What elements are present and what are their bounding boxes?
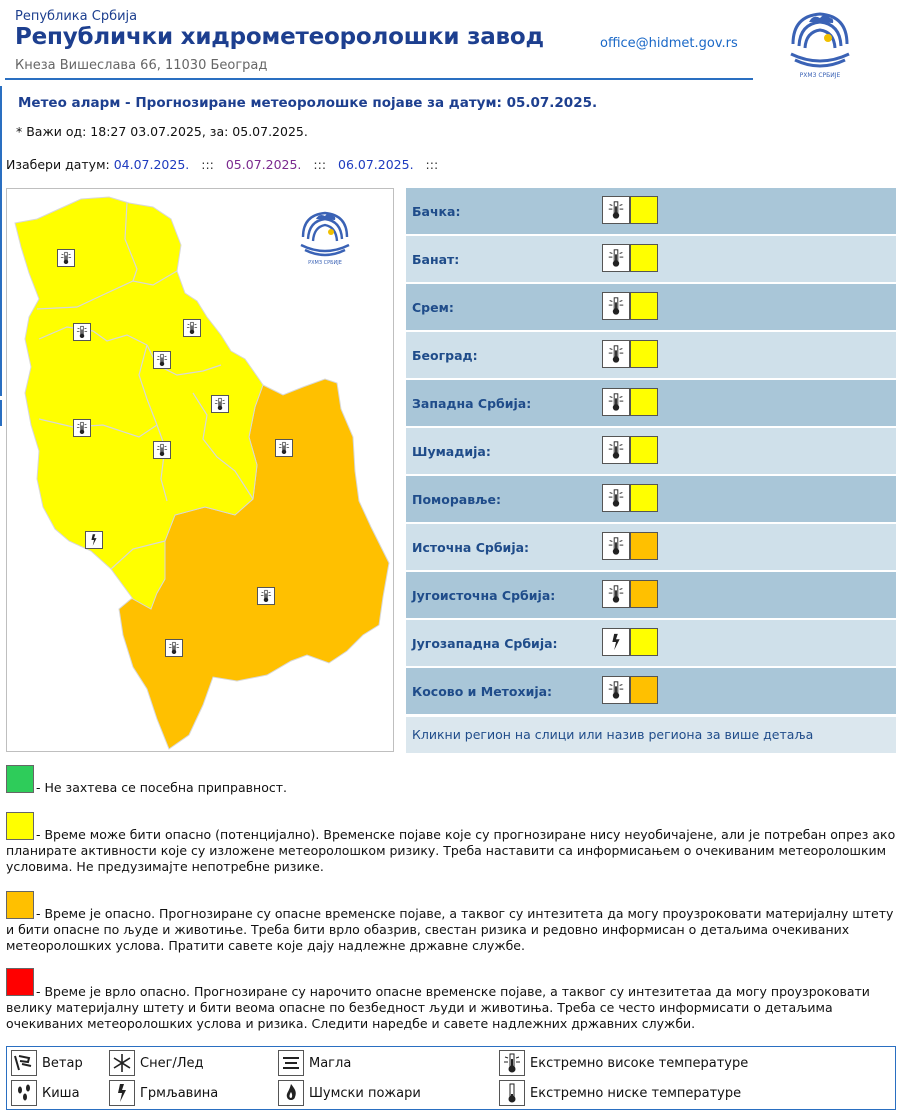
rhmz-logo: [783, 2, 858, 80]
region-row[interactable]: [406, 188, 896, 234]
level-green-text: - Не захтева се посебна приправност.: [36, 780, 287, 795]
region-row[interactable]: [406, 668, 896, 714]
region-row[interactable]: [406, 428, 896, 474]
map-marker-thermometer-icon[interactable]: [211, 395, 229, 413]
map-marker-thermometer-icon[interactable]: [153, 351, 171, 369]
warning-level-swatch: [630, 292, 658, 320]
warning-level-swatch: [630, 484, 658, 512]
thunderstorm-icon: [109, 1080, 135, 1106]
region-row[interactable]: [406, 236, 896, 282]
date-picker: Изабери датум: 04.07.2025. ::: 05.07.2025. ::: 06.07.2025. :::: [6, 157, 439, 172]
map-marker-thermometer-icon[interactable]: [257, 587, 275, 605]
thermometer-icon: [602, 340, 630, 368]
svg-text:РХМЗ СРБИЈЕ: РХМЗ СРБИЈЕ: [799, 72, 841, 79]
warning-level-swatch: [630, 388, 658, 416]
region-name[interactable]: Западна Србија:: [412, 395, 532, 411]
thermometer-icon: [602, 676, 630, 704]
region-name[interactable]: Бачка:: [412, 203, 461, 219]
region-name[interactable]: Поморавље:: [412, 491, 502, 507]
legend-low-temperature: Екстремно ниске температуре: [499, 1080, 741, 1106]
map-hint: Кликни регион на слици или назив региона за више детаља: [406, 717, 896, 753]
region-name[interactable]: Банат:: [412, 251, 460, 267]
thermometer-icon: [602, 388, 630, 416]
map-marker-thermometer-icon[interactable]: [57, 249, 75, 267]
region-name[interactable]: Шумадија:: [412, 443, 491, 459]
region-row[interactable]: [406, 284, 896, 330]
legend-forest-fire: Шумски пожари: [278, 1080, 421, 1106]
map-marker-thermometer-icon[interactable]: [275, 439, 293, 457]
map-marker-thermometer-icon[interactable]: [73, 419, 91, 437]
map-marker-thermometer-icon[interactable]: [183, 319, 201, 337]
date-link-06[interactable]: 06.07.2025.: [338, 157, 414, 172]
legend-fog: Магла: [278, 1050, 351, 1076]
header-divider: [5, 78, 753, 80]
fog-icon: [278, 1050, 304, 1076]
low-temperature-icon: [499, 1080, 525, 1106]
email-link[interactable]: office@hidmet.gov.rs: [600, 36, 738, 51]
map-marker-thermometer-icon[interactable]: [153, 441, 171, 459]
region-row[interactable]: [406, 620, 896, 666]
warning-level-swatch: [630, 532, 658, 560]
legend-rain: Киша: [11, 1080, 80, 1106]
region-row[interactable]: [406, 524, 896, 570]
region-row[interactable]: [406, 332, 896, 378]
warning-level-swatch: [630, 340, 658, 368]
region-row[interactable]: [406, 572, 896, 618]
warning-level-swatch: [630, 580, 658, 608]
date-picker-label: Изабери датум:: [6, 157, 110, 172]
legend-high-temperature: Екстремно високе температуре: [499, 1050, 748, 1076]
level-yellow-text: - Време може бити опасно (потенцијално). Временске појаве које су прогнозиране нису неуобичајене, али је потребан опрез ако планирате активности које су изложене метеоролошком ризику. Треба наставити са информисањем о очекиваним метеоролошким условима. Не предузимајте непотребне ризике.: [6, 827, 896, 874]
institution-title: Републички хидрометеоролошки завод: [15, 24, 544, 50]
map-marker-thunderstorm-icon[interactable]: [85, 531, 103, 549]
level-red-text: - Време је врло опасно. Прогнозиране су нарочито опасне временске појаве, а таквог су интезитетаа да могу проузроковати велику материјалну штету и бити веома опасне по безбедност људи и животиња. Треба се често информисати о детаљима очекиваних метеоролошких услова и ризика. Следити наредбе и савете надлежних државних служби.: [6, 984, 870, 1031]
map-marker-thermometer-icon[interactable]: [73, 323, 91, 341]
thunderstorm-icon: [602, 628, 630, 656]
map-watermark-logo: [295, 203, 355, 265]
icon-legend: [6, 1046, 896, 1110]
region-name[interactable]: Југоисточна Србија:: [412, 587, 556, 603]
legend-thunderstorm: Грмљавина: [109, 1080, 218, 1106]
region-name[interactable]: Источна Србија:: [412, 539, 530, 555]
page-header: [0, 0, 900, 84]
thermometer-icon: [602, 532, 630, 560]
institution-address: Кнеза Вишеслава 66, 11030 Београд: [15, 58, 268, 73]
region-name[interactable]: Косово и Метохија:: [412, 683, 553, 699]
date-link-05[interactable]: 05.07.2025.: [225, 157, 302, 172]
svg-text:РХМЗ СРБИЈЕ: РХМЗ СРБИЈЕ: [308, 260, 342, 265]
snow-ice-icon: [109, 1050, 135, 1076]
thermometer-icon: [602, 244, 630, 272]
thermometer-icon: [602, 292, 630, 320]
warning-level-swatch: [630, 436, 658, 464]
legend-snow-ice: Снег/Лед: [109, 1050, 204, 1076]
high-temperature-icon: [499, 1050, 525, 1076]
region-name[interactable]: Југозападна Србија:: [412, 635, 558, 651]
warning-level-swatch: [630, 196, 658, 224]
alarm-title: Метео аларм - Прогнозиране метеоролошке појаве за датум: 05.07.2025.: [18, 95, 598, 111]
region-row[interactable]: [406, 476, 896, 522]
level-orange-text: - Време је опасно. Прогнозиране су опасне временске појаве, а таквог су интезитета да могу проузроковати материјалну штету и бити опасне по људе и животиње. Треба бити врло обазрив, свестан ризика и редовно информисан о детаљима очекиваних метеоролошких услова. Пратити савете које дају надлежне државне службе.: [6, 906, 894, 953]
wind-icon: [11, 1050, 37, 1076]
warning-level-swatch: [630, 628, 658, 656]
legend-wind: Ветар: [11, 1050, 83, 1076]
region-row[interactable]: [406, 380, 896, 426]
map-marker-thermometer-icon[interactable]: [165, 639, 183, 657]
thermometer-icon: [602, 196, 630, 224]
frame-left-line: [0, 400, 2, 426]
thermometer-icon: [602, 436, 630, 464]
warning-level-swatch: [630, 244, 658, 272]
serbia-map[interactable]: [6, 188, 394, 752]
warning-level-swatch: [630, 676, 658, 704]
thermometer-icon: [602, 484, 630, 512]
region-name[interactable]: Београд:: [412, 347, 478, 363]
frame-left-line: [0, 86, 2, 396]
rain-icon: [11, 1080, 37, 1106]
date-link-04[interactable]: 04.07.2025.: [113, 157, 190, 172]
country-name: Република Србија: [15, 9, 138, 24]
forest-fire-icon: [278, 1080, 304, 1106]
validity-text: * Важи од: 18:27 03.07.2025, за: 05.07.2025.: [16, 124, 308, 139]
thermometer-icon: [602, 580, 630, 608]
region-name[interactable]: Срем:: [412, 299, 454, 315]
